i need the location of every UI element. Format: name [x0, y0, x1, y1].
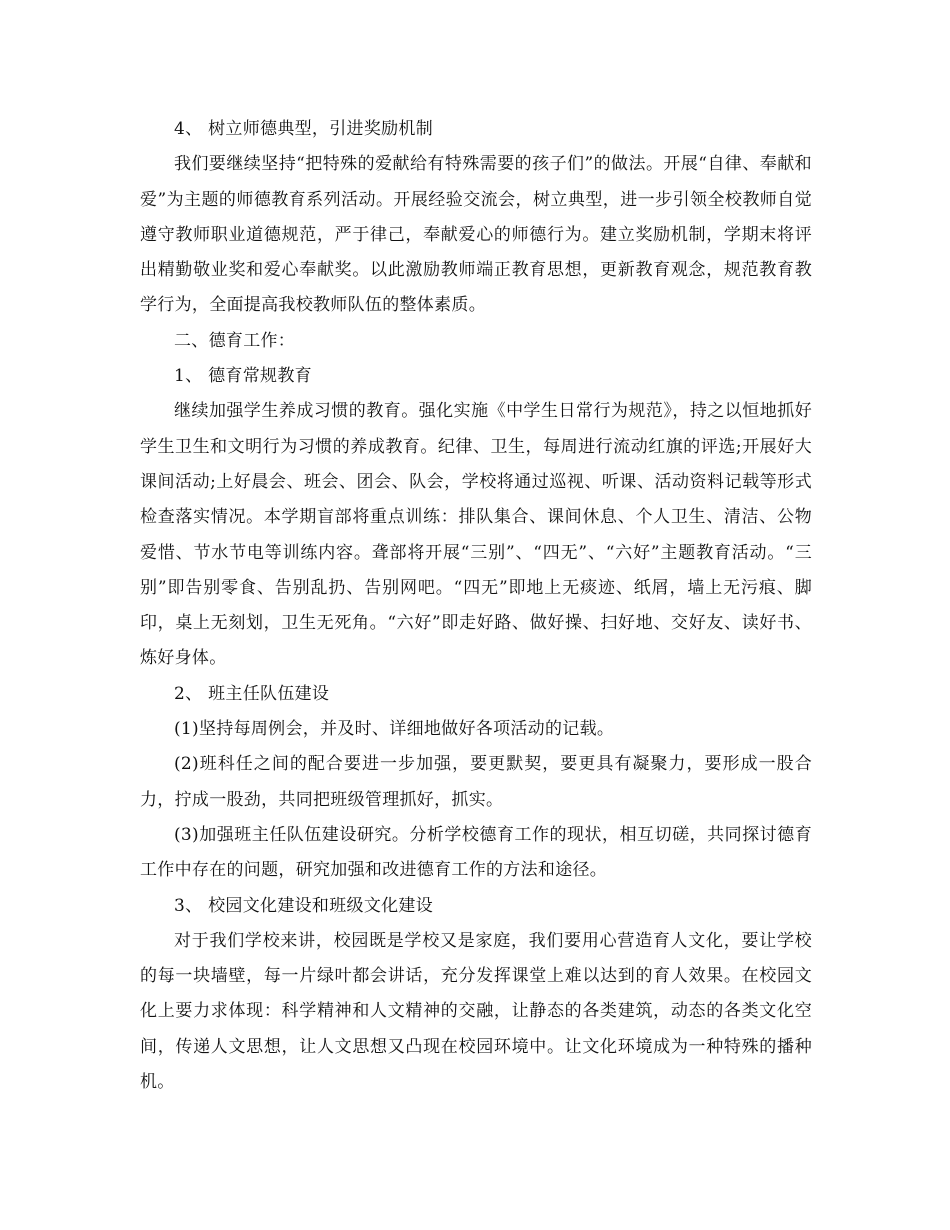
document-body	[140, 112, 812, 1100]
heading-teacher-ethics-model: 4、 树立师德典型，引进奖励机制	[174, 119, 434, 139]
list-item-weekly-meeting: (1)坚持每周例会，并及时、详细地做好各项活动的记载。	[174, 719, 615, 740]
paragraph-teacher-ethics: 我们要继续坚持“把特殊的爱献给有特殊需要的孩子们”的做法。开展“自律、奉献和爱”为主题的师德教育系列活动。开展经验交流会，树立典型，进一步引领全校教师自觉遵守教师职业道德规范，严于律己，奉献爱心的师德行为。建立奖励机制，学期末将评出精勤敬业奖和爱心奉献奖。以此激励教师端正教育思想，更新教育观念，规范教育教学行为，全面提高我校教师队伍的整体素质。	[140, 154, 812, 316]
heading-moral-education: 二、德育工作：	[174, 330, 296, 351]
heading-head-teacher-team: 2、 班主任队伍建设	[174, 683, 330, 704]
heading-routine-education: 1、 德育常规教育	[174, 366, 312, 387]
paragraph-routine-education: 继续加强学生养成习惯的教育。强化实施《中学生日常行为规范》，持之以恒地抓好学生卫生和文明行为习惯的养成教育。纪律、卫生，每周进行流动红旗的评选;开展好大课间活动;上好晨会、班会、团会、队会，学校将通过巡视、听课、活动资料记载等形式检查落实情况。本学期盲部将重点训练：排队集合、课间休息、个人卫生、清洁、公物爱惜、节水节电等训练内容。聋部将开展“三别”、“四无”、“六好”主题教育活动。“三别”即告别零食、告别乱扔、告别网吧。“四无”即地上无痰迹、纸屑，墙上无污痕、脚印，桌上无刻划，卫生无死角。“六好”即走好路、做好操、扫好地、交好友、读好书、炼好身体。	[140, 401, 812, 669]
paragraph-campus-culture: 对于我们学校来讲，校园既是学校又是家庭，我们要用心营造育人文化，要让学校的每一块墙壁，每一片绿叶都会讲话，充分发挥课堂上难以达到的育人效果。在校园文化上要力求体现：科学精神和人文精神的交融，让静态的各类建筑，动态的各类文化空间，传递人文思想，让人文思想又凸现在校园环境中。让文化环境成为一种特殊的播种机。	[140, 930, 812, 1093]
list-item-research: (3)加强班主任队伍建设研究。分析学校德育工作的现状，相互切磋，共同探讨德育工作中存在的问题，研究加强和改进德育工作的方法和途径。	[140, 824, 812, 881]
list-item-cooperation: (2)班科任之间的配合要进一步加强，要更默契，要更具有凝聚力，要形成一股合力，拧成一股劲，共同把班级管理抓好，抓实。	[140, 754, 812, 810]
heading-campus-culture: 3、 校园文化建设和班级文化建设	[174, 895, 434, 916]
